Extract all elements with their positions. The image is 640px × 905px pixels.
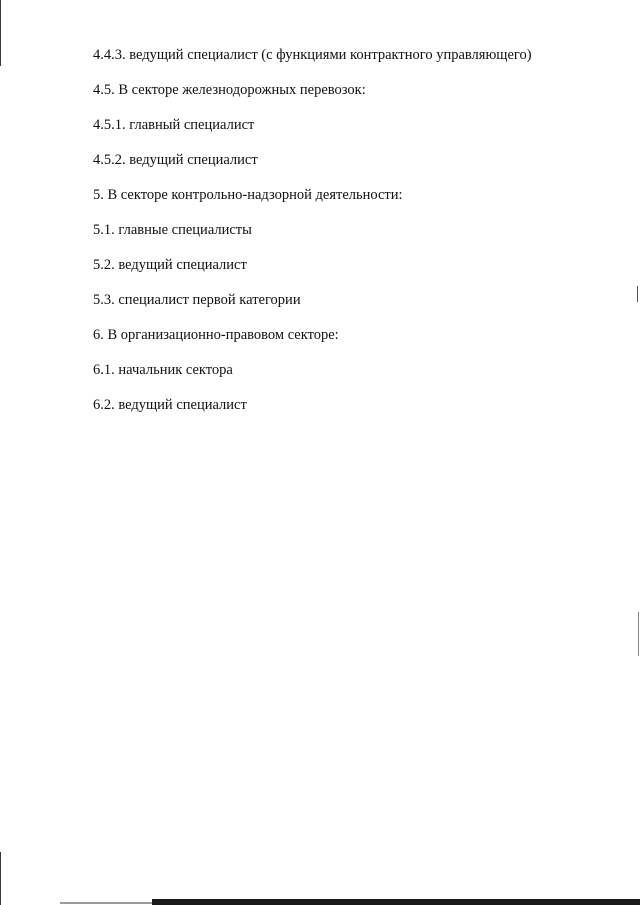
list-item-4-5-1: 4.5.1. главный специалист xyxy=(93,117,255,133)
list-item-5-3: 5.3. специалист первой категории xyxy=(93,292,301,308)
scan-bottom-edge xyxy=(152,899,640,905)
section-heading-6: 6. В организационно-правовом секторе: xyxy=(93,327,339,343)
scan-edge-mark xyxy=(0,0,1,66)
list-item-6-1: 6.1. начальник сектора xyxy=(93,362,233,378)
scan-edge-mark xyxy=(638,612,639,656)
section-heading-4-5: 4.5. В секторе железнодорожных перевозок: xyxy=(93,82,366,98)
scan-edge-mark xyxy=(0,852,1,905)
scan-edge-mark xyxy=(637,286,638,302)
list-item-4-4-3: 4.4.3. ведущий специалист (с функциями контрактного управляющего) xyxy=(93,47,532,63)
list-item-4-5-2: 4.5.2. ведущий специалист xyxy=(93,152,258,168)
document-body xyxy=(93,46,623,431)
scan-bottom-edge xyxy=(60,902,152,904)
section-heading-5: 5. В секторе контрольно-надзорной деятельности: xyxy=(93,187,403,203)
list-item-5-1: 5.1. главные специалисты xyxy=(93,222,252,238)
list-item-6-2: 6.2. ведущий специалист xyxy=(93,397,247,413)
list-item-5-2: 5.2. ведущий специалист xyxy=(93,257,247,273)
